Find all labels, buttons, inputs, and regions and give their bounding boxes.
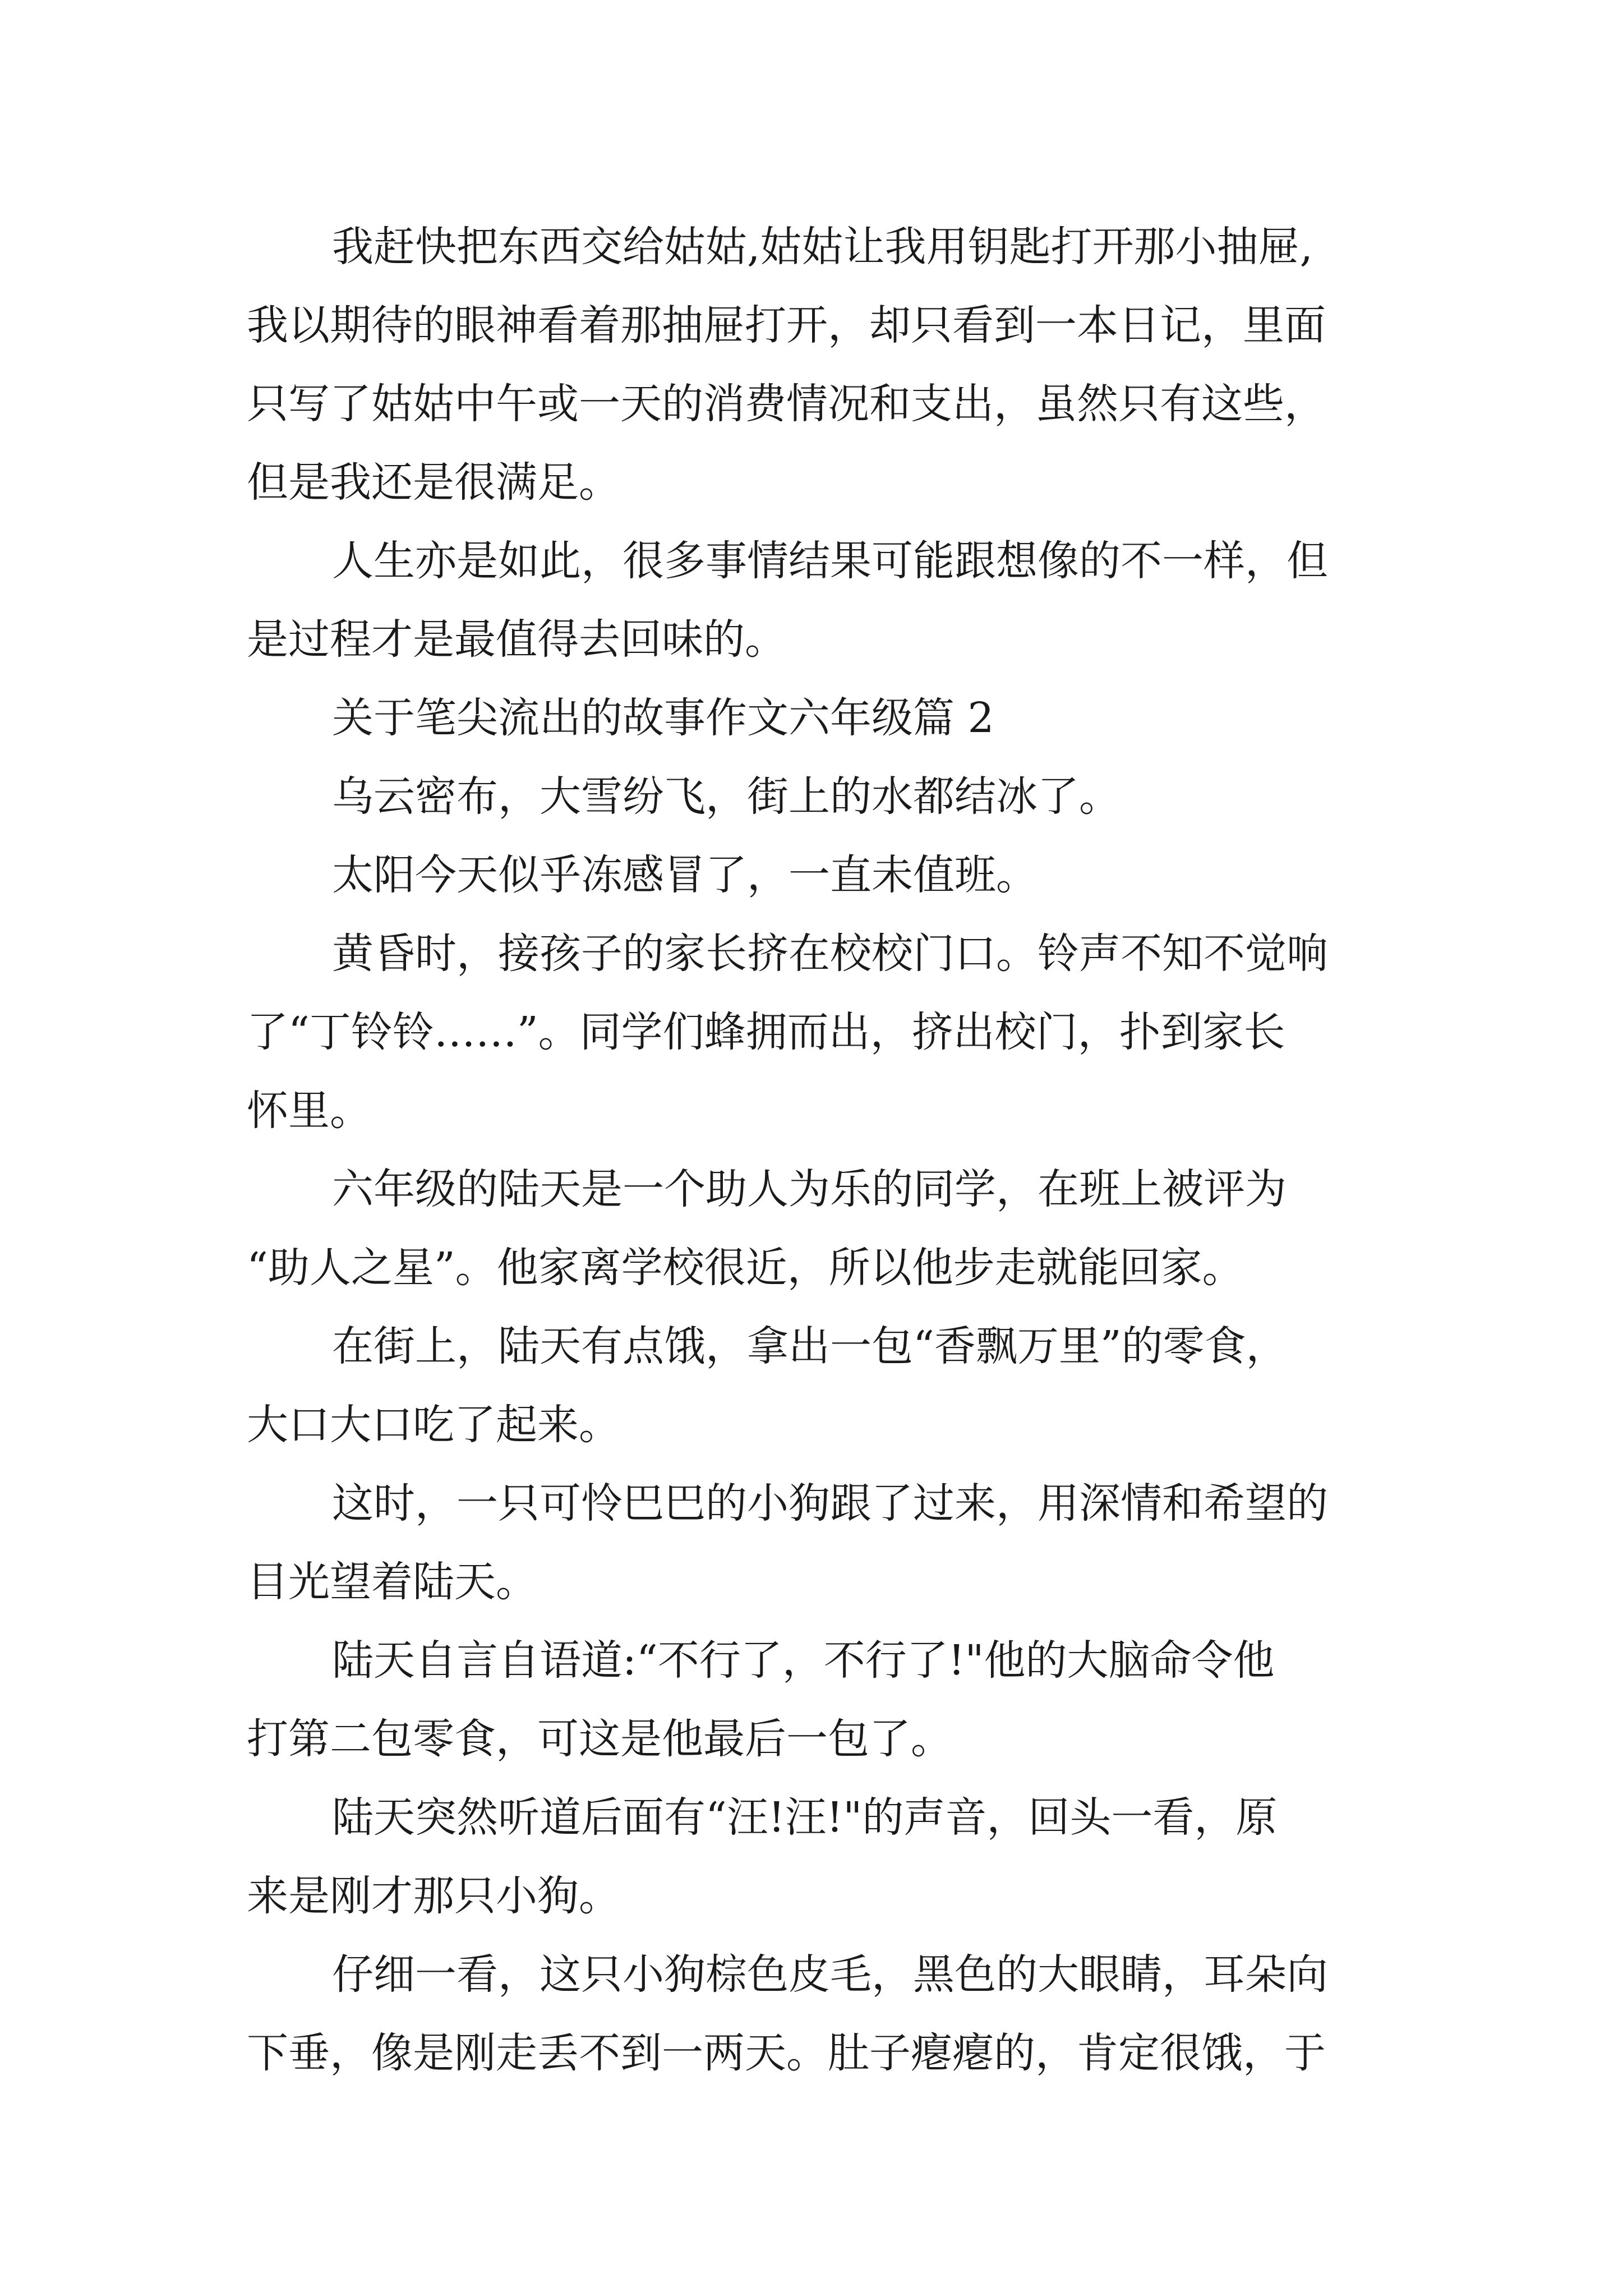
text-line: 来是刚才那只小狗。 xyxy=(247,1872,620,1920)
essay-text-body xyxy=(247,208,1391,2092)
text-line: 我以期待的眼神看着那抽屉打开，却只看到一本日记，里面 xyxy=(247,301,1326,349)
text-line: 陆天自言自语道:“不行了，不行了!"他的大脑命令他 xyxy=(332,1636,1275,1685)
text-line: 下垂，像是刚走丢不到一两天。肚子瘪瘪的，肯定很饿，于 xyxy=(247,2029,1326,2077)
text-line: 我赶快把东西交给姑姑,姑姑让我用钥匙打开那小抽屉, xyxy=(332,223,1313,271)
text-line: 怀里。 xyxy=(247,1087,371,1135)
text-line: 大口大口吃了起来。 xyxy=(247,1401,620,1449)
text-line: “助人之星”。他家离学校很近，所以他步走就能回家。 xyxy=(247,1244,1244,1292)
text-line: 是过程才是最值得去回味的。 xyxy=(247,615,786,664)
text-line: 黄昏时，接孩子的家长挤在校校门口。铃声不知不觉响 xyxy=(332,930,1328,978)
text-line: 仔细一看，这只小狗棕色皮毛，黑色的大眼睛，耳朵向 xyxy=(332,1950,1328,1999)
text-line: 太阳今天似乎冻感冒了，一直未值班。 xyxy=(332,851,1038,899)
text-line: 打第二包零食，可这是他最后一包了。 xyxy=(247,1715,952,1763)
text-line: 陆天突然听道后面有“汪!汪!"的声音，回头一看，原 xyxy=(332,1793,1278,1842)
text-line: 在街上，陆天有点饿，拿出一包“香飘万里”的零食， xyxy=(332,1322,1288,1370)
text-line: 目光望着陆天。 xyxy=(247,1558,537,1606)
section-heading: 关于笔尖流出的故事作文六年级篇 2 xyxy=(332,694,994,742)
text-line: 乌云密布，大雪纷飞，街上的水都结冰了。 xyxy=(332,772,1121,821)
text-line: 这时，一只可怜巴巴的小狗跟了过来，用深情和希望的 xyxy=(332,1479,1328,1527)
text-line: 只写了姑姑中午或一天的消费情况和支出，虽然只有这些， xyxy=(247,380,1326,428)
text-line: 六年级的陆天是一个助人为乐的同学，在班上被评为 xyxy=(332,1165,1287,1213)
text-line: 但是我还是很满足。 xyxy=(247,458,620,507)
text-line: 人生亦是如此，很多事情结果可能跟想像的不一样，但 xyxy=(332,537,1328,585)
text-line: 了“丁铃铃……”。同学们蜂拥而出，挤出校门，扑到家长 xyxy=(247,1008,1285,1056)
